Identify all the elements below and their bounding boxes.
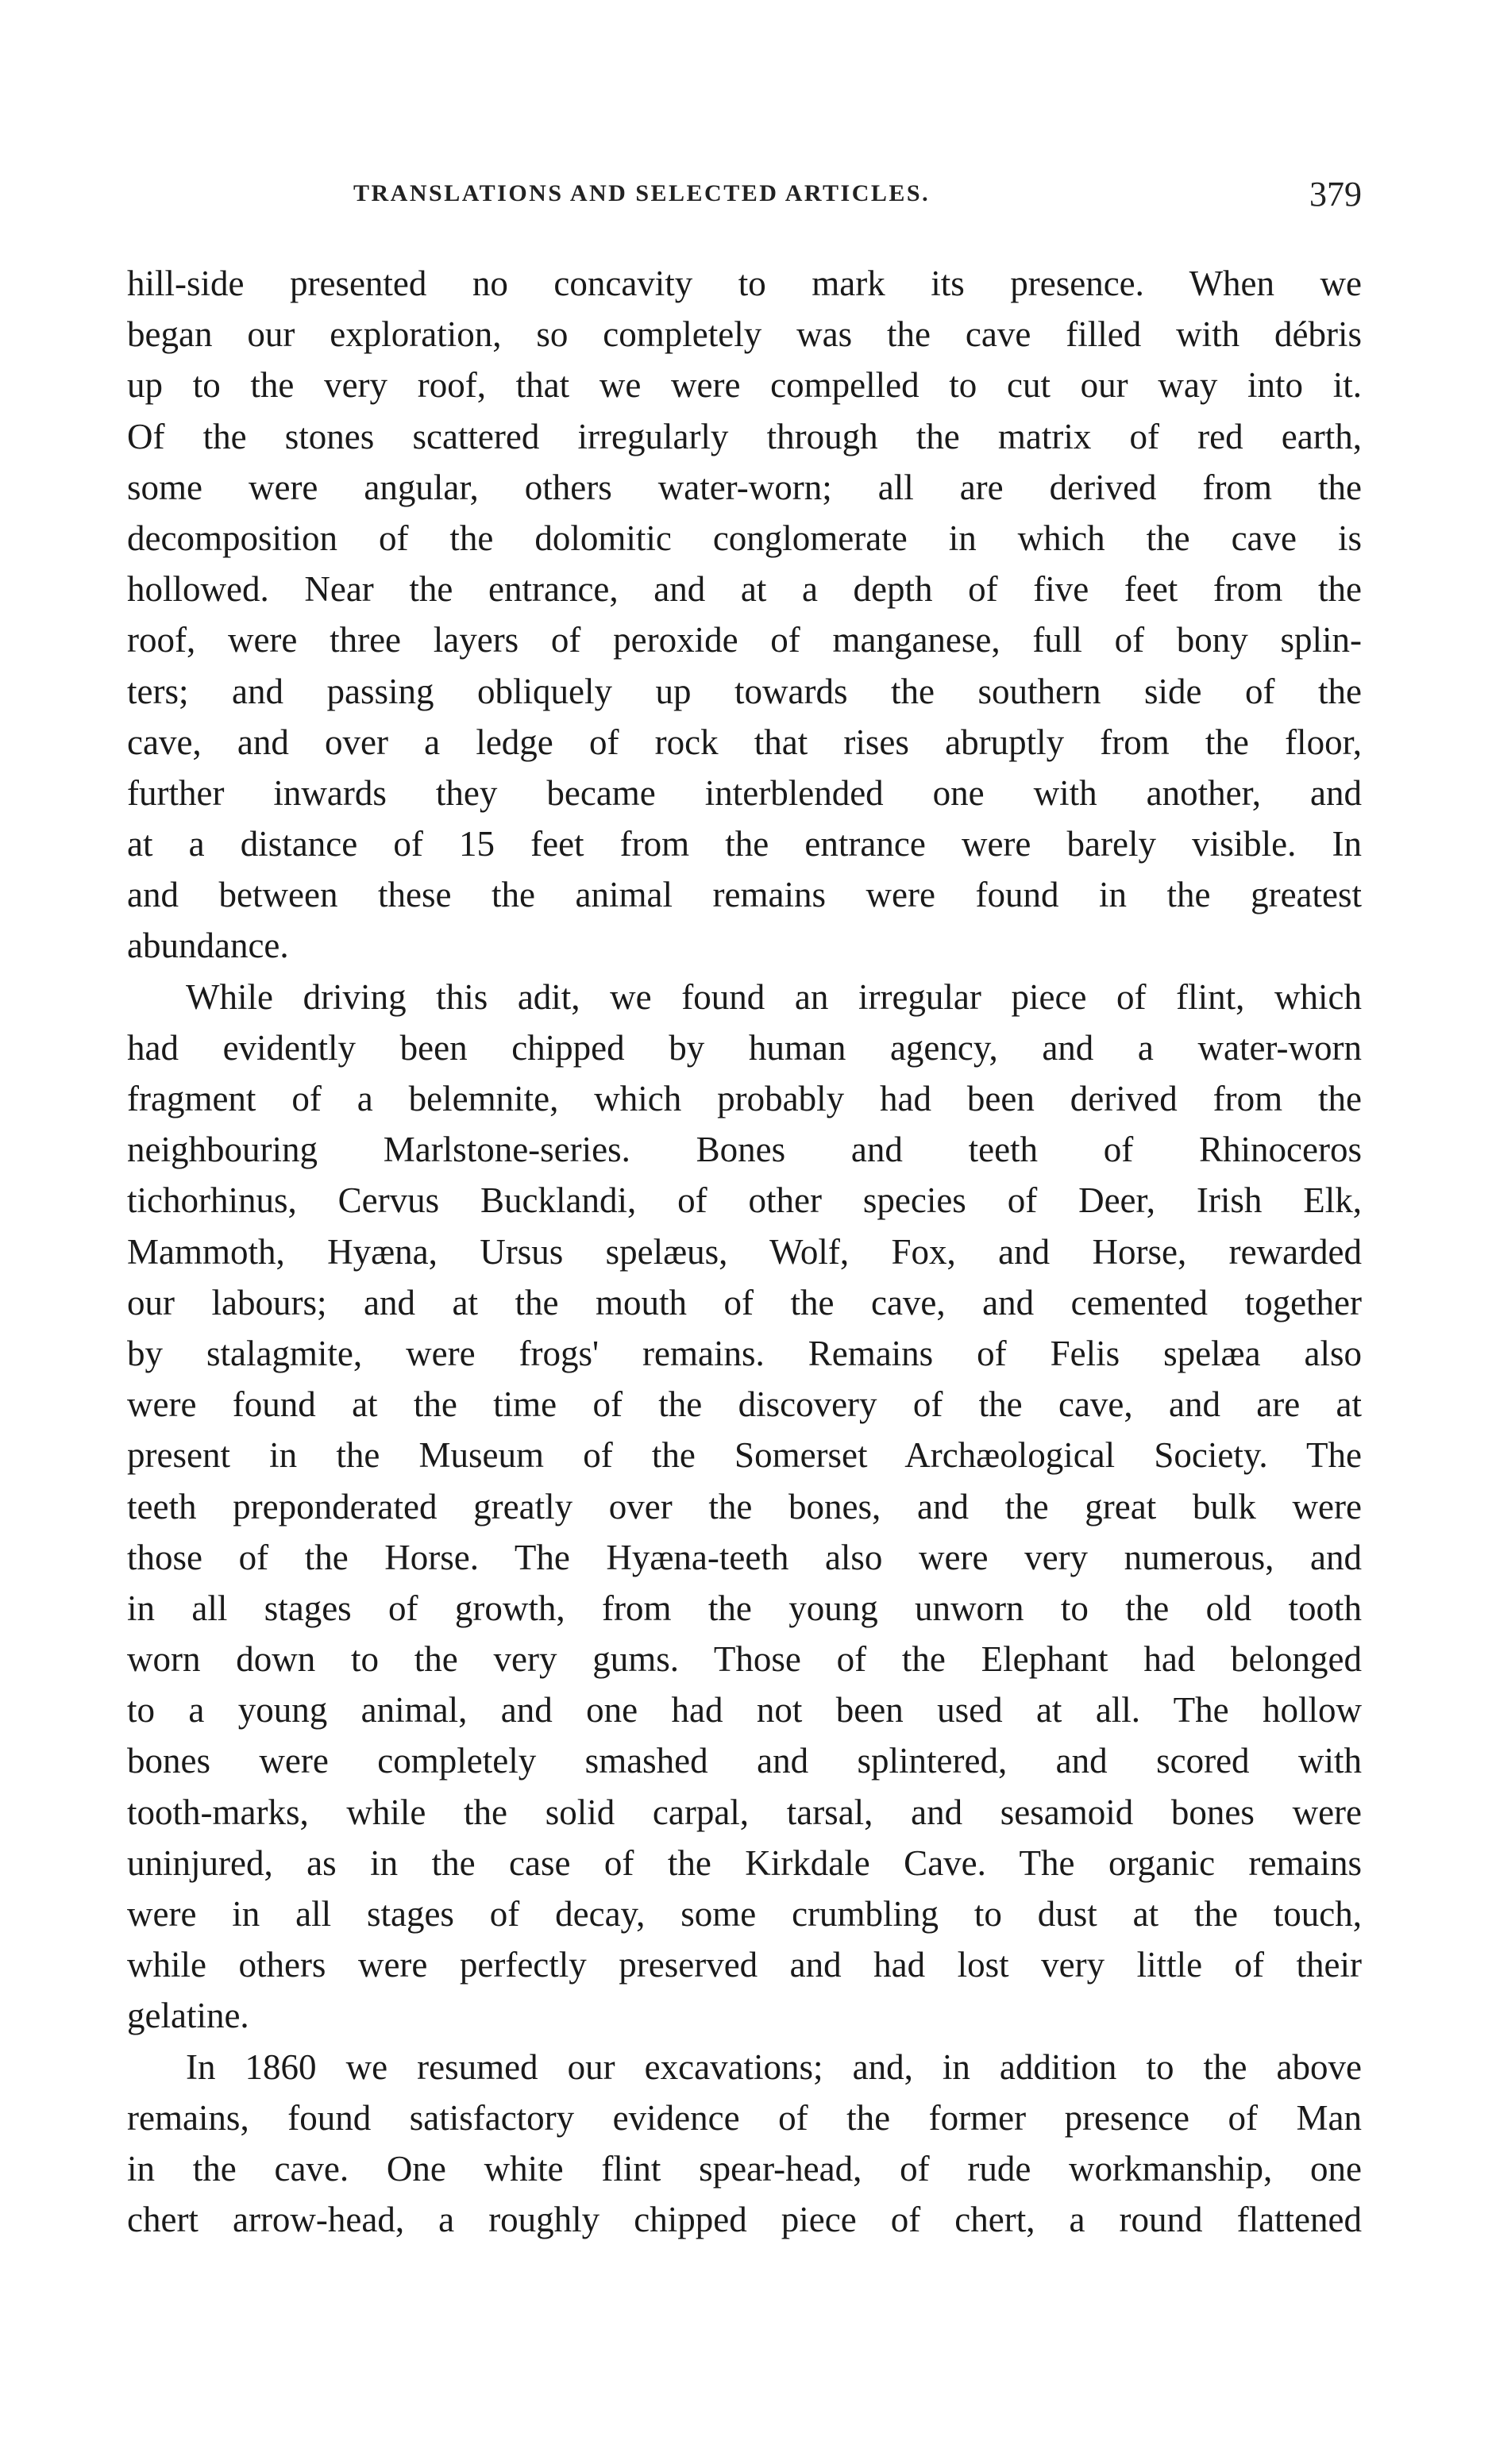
paragraph-2 <box>127 972 1362 2042</box>
page-header <box>127 175 1362 226</box>
text-line: cave, and over a ledge of rock that rises abruptly from the floor, <box>127 722 1362 762</box>
paragraph-3 <box>127 2042 1362 2246</box>
text-line: tooth-marks, while the solid carpal, tarsal, and sesamoid bones were <box>127 1792 1362 1832</box>
text-line: hill-side presented no concavity to mark its presence. When we <box>127 264 1362 303</box>
text-line: at a distance of 15 feet from the entrance were barely visible. In <box>127 824 1362 864</box>
text-line: roof, were three layers of peroxide of manganese, full of bony splin- <box>127 620 1362 660</box>
text-line: In 1860 we resumed our excavations; and, in addition to the above <box>186 2046 1362 2087</box>
text-line: some were angular, others water-worn; all are derived from the <box>127 467 1362 507</box>
text-line: fragment of a belemnite, which probably had been derived from the <box>127 1079 1362 1118</box>
text-line: in all stages of growth, from the young unworn to the old tooth <box>127 1588 1362 1628</box>
text-line: present in the Museum of the Somerset Archæological Society. The <box>127 1435 1362 1476</box>
page-number: 379 <box>1309 175 1362 214</box>
text-line: had evidently been chipped by human agency, and a water-worn <box>127 1027 1362 1068</box>
text-line: while others were perfectly preserved and had lost very little of their <box>127 1945 1362 1985</box>
text-line: While driving this adit, we found an irregular piece of flint, which <box>186 976 1362 1017</box>
text-line: to a young animal, and one had not been used at all. The hollow <box>127 1690 1362 1731</box>
text-line: Mammoth, Hyæna, Ursus spelæus, Wolf, Fox, and Horse, rewarded <box>127 1231 1362 1272</box>
text-line: those of the Horse. The Hyæna-teeth also were very numerous, and <box>127 1537 1362 1577</box>
text-line: bones were completely smashed and splintered, and scored with <box>127 1741 1362 1781</box>
text-line: by stalagmite, were frogs' remains. Remains of Felis spelæa also <box>127 1333 1362 1373</box>
text-line: Of the stones scattered irregularly through the matrix of red earth, <box>127 416 1362 456</box>
text-line: abundance. <box>127 926 289 966</box>
text-line: chert arrow-head, a roughly chipped piece of chert, a round flattened <box>127 2200 1362 2240</box>
text-line: in the cave. One white flint spear-head, of rude workmanship, one <box>127 2148 1362 2189</box>
text-line: were found at the time of the discovery of the cave, and are at <box>127 1384 1362 1425</box>
text-line: began our exploration, so completely was the cave filled with débris <box>127 314 1362 355</box>
text-line: our labours; and at the mouth of the cave, and cemented together <box>127 1282 1362 1322</box>
text-line: neighbouring Marlstone-series. Bones and teeth of Rhinoceros <box>127 1130 1362 1170</box>
text-line: further inwards they became interblended one with another, and <box>127 772 1362 813</box>
text-line: were in all stages of decay, some crumbling to dust at the touch, <box>127 1894 1362 1934</box>
text-line: up to the very roof, that we were compelled to cut our way into it. <box>127 365 1362 406</box>
text-line: tichorhinus, Cervus Bucklandi, of other species of Deer, Irish Elk, <box>127 1180 1362 1221</box>
text-line: teeth preponderated greatly over the bones, and the great bulk were <box>127 1486 1362 1527</box>
body-text <box>127 258 1362 2245</box>
running-head: TRANSLATIONS AND SELECTED ARTICLES. <box>353 180 931 206</box>
text-line: uninjured, as in the case of the Kirkdale Cave. The organic remains <box>127 1842 1362 1883</box>
text-line: hollowed. Near the entrance, and at a depth of five feet from the <box>127 569 1362 610</box>
paragraph-1 <box>127 258 1362 972</box>
text-line: ters; and passing obliquely up towards the southern side of the <box>127 671 1362 711</box>
text-line: decomposition of the dolomitic conglomerate in which the cave is <box>127 518 1362 558</box>
text-line: remains, found satisfactory evidence of the former presence of Man <box>127 2097 1362 2138</box>
text-line: worn down to the very gums. Those of the Elephant had belonged <box>127 1639 1362 1680</box>
text-line: gelatine. <box>127 1996 249 2036</box>
text-line: and between these the animal remains were found in the greatest <box>127 875 1362 915</box>
